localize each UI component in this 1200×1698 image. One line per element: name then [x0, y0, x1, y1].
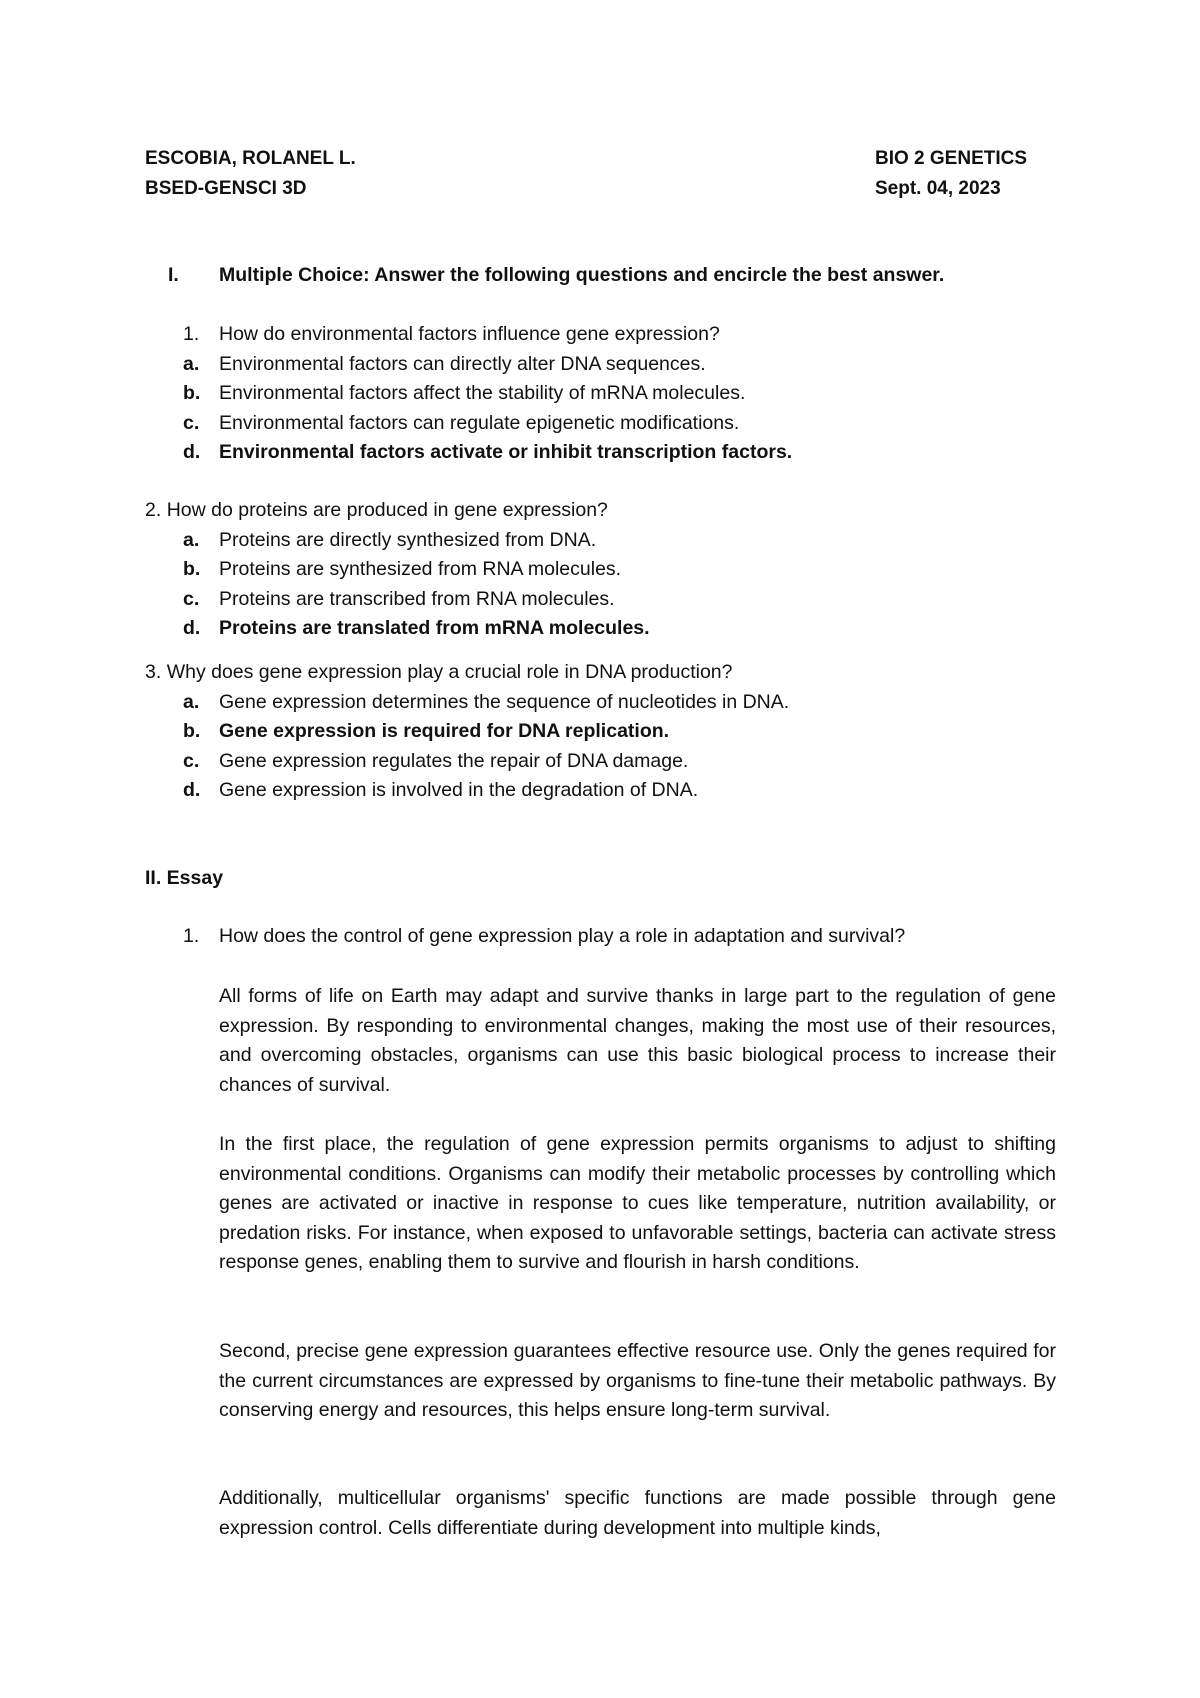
essay-question-number: 1.	[183, 925, 200, 947]
essay-question	[183, 922, 905, 952]
essay-section-heading: II. Essay	[145, 867, 224, 889]
option-d-selected-answer: d. Proteins are translated from mRNA molecules.	[183, 617, 650, 639]
option-d-selected-answer: d. Environmental factors activate or inhibit transcription factors.	[183, 441, 793, 463]
question-stem	[145, 658, 1065, 688]
student-name: ESCOBIA, ROLANEL L.	[145, 148, 356, 169]
question-text: How do proteins are produced in gene expression?	[166, 499, 608, 521]
question-stem	[145, 496, 1065, 526]
question-text: Why does gene expression play a crucial role in DNA production?	[166, 661, 733, 683]
option-c: c. Environmental factors can regulate epigenetic modifications.	[183, 411, 740, 434]
option-c: c. Gene expression regulates the repair of DNA damage.	[183, 749, 689, 772]
option-a: a. Proteins are directly synthesized from DNA.	[183, 528, 597, 551]
section-one-instruction: Multiple Choice: Answer the following questions and encircle the best answer.	[219, 264, 945, 286]
essay-paragraph-1: All forms of life on Earth may adapt and survive thanks in large part to the regulation of gene expression. By responding to environmental changes, making the most use of their resources, and overcoming obstacles, organisms can use this basic biological process to increase their chances of survival.	[219, 985, 1056, 1096]
header-student-info	[145, 144, 356, 203]
submission-date: Sept. 04, 2023	[875, 177, 1001, 199]
section-one-numeral: I.	[168, 264, 179, 286]
question-3	[145, 658, 1065, 806]
option-b: b. Proteins are synthesized from RNA molecules.	[183, 558, 622, 580]
question-number: 3.	[145, 661, 162, 683]
question-number: 2.	[145, 499, 162, 521]
essay-question-text: How does the control of gene expression play a role in adaptation and survival?	[219, 925, 906, 947]
question-number: 1.	[183, 323, 200, 345]
question-2	[145, 496, 1065, 644]
course-name: BIO 2 GENETICS	[875, 148, 1028, 169]
option-d: d. Gene expression is involved in the degradation of DNA.	[183, 779, 699, 801]
question-1	[145, 320, 1065, 468]
option-a: a. Gene expression determines the sequence of nucleotides in DNA.	[183, 690, 790, 713]
student-program: BSED-GENSCI 3D	[145, 177, 307, 199]
option-c: c. Proteins are transcribed from RNA molecules.	[183, 587, 615, 610]
option-b-selected-answer: b. Gene expression is required for DNA replication.	[183, 720, 670, 742]
question-text: How do environmental factors influence gene expression?	[219, 323, 720, 345]
option-b: b. Environmental factors affect the stability of mRNA molecules.	[183, 382, 746, 404]
essay-paragraph-3: Second, precise gene expression guarantees effective resource use. Only the genes required for the current circumstances are expressed by organisms to fine-tune their metabolic pathways. By conserving energy and resources, this helps ensure long-term survival.	[219, 1340, 1056, 1421]
essay-paragraph-4: Additionally, multicellular organisms' specific functions are made possible through gene expression control. Cells differentiate during development into multiple kinds,	[219, 1487, 1056, 1539]
question-stem	[145, 320, 1065, 350]
essay-paragraph-2: In the first place, the regulation of gene expression permits organisms to adjust to shifting environmental conditions. Organisms can modify their metabolic processes by controlling which genes are activated or inactive in response to cues like temperature, nutrition availability, or predation risks. For instance, when exposed to unfavorable settings, bacteria can activate stress response genes, enabling them to survive and flourish in harsh conditions.	[219, 1133, 1056, 1273]
section-one-heading	[168, 261, 944, 291]
header-course-info	[875, 144, 1027, 203]
option-a: a. Environmental factors can directly alter DNA sequences.	[183, 352, 706, 375]
